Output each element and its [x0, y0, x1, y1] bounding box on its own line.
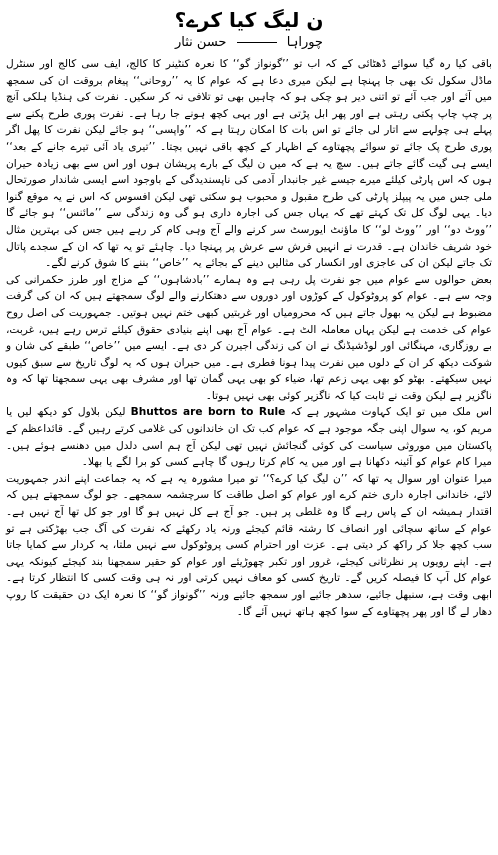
english-quote: Bhuttos are born to Rule [130, 406, 286, 419]
paragraph-3-rest: لیکن بلاول کو دیکھ لیں یا مریم کو، یہ سوال اپنی جگہ موجود ہے کہ عوام کب تک ان خاندانوں کی غلامی کرتے رہیں گے۔ قائداعظم کے پاکستان میں موروثی سیاست کی کوئی گنجائش نہیں تھی لیکن آج ہم اسی دلدل میں دھنسے ہوئے ہیں۔ میرا کام عوام کو آئینہ دکھانا ہے اور میں یہ کام کرتا رہوں گا چاہے کسی کو برا لگے یا بھلا۔ [6, 406, 492, 469]
paragraph-3-lead: اس ملک میں تو ایک کہاوت مشہور ہے کہ [290, 406, 492, 419]
article-paragraph-1: باقی کیا رہ گیا سوائے ڈھٹائی کے کہ اب تو ’’گونواز گو‘‘ کا نعرہ کنٹینر کا کالج، ایف سی کالج اور سنٹرل ماڈل سکول تک بھی جا پہنچا ہے لیکن میری دعا ہے کہ عوام کا یہ ’’روحانی‘‘ پیغام بروقت ان کی سمجھ میں آئے اور جب آئے تو اتنی دیر ہو چکی ہو کہ چاہیں بھی تو تلافی نہ کر سکیں۔ نفرت کی ہنڈیا ہلکی آنچ پر چپ چاپ پکتی رہتی ہے اور پھر ابل پڑتی ہے اور یہی کچھ ہونے جا رہا ہے۔ نفرت پوری طرح پکنے سے پہلے ہی چولہے سے اتار لی جائے تو اس بات کا امکان رہتا ہے کہ ’’واپسی‘‘ ہو جائے لیکن نفرت کا پھل اگر پوری طرح پک جائے تو سوائے پچھتاوے کے اظہار کے کچھ باقی نہیں بچتا۔ ’’تیری یاد آئی تیرے جانے کے بعد‘‘ ایسے ہی گیت گائے جاتے ہیں۔ سچ یہ ہے کہ میں ن لیگ کے بارے پریشان ہوں اور اس سے بھی زیادہ حیران ہوں کہ اس پارٹی کیلئے میرے جیسے غیر جانبدار آدمی کی ناپسندیدگی کے باوجود اسے ایسی شاندار صورتحال ملی جس میں یہ پیپلز پارٹی کی طرح مقبول و محبوب ہو سکتی تھی لیکن افسوس کہ اس نے یہ موقع گنوا دیا۔ یہی لوگ کل تک کہتے تھے کہ یہاں جس کی اجارہ داری ہو گی وہ زندگی سے ’’مائنس‘‘ ہو جائے گا ’’ووٹ دو‘‘ اور ’’ووٹ لو‘‘ کا ماؤنٹ ایورسٹ سر کرنے والے آج وہی کام کر رہے ہیں جس کی بہترین مثال خود شریف خاندان ہے۔ قدرت نے انہیں فرش سے عرش پر پہنچا دیا۔ چاہئے تو یہ تھا کہ ان کے سجدے پاتال تک جاتے لیکن ان کی عاجزی اور انکسار کی مثالیں دینے کے بجائے یہ ’’خاص‘‘ بننے کا شوق کرنے لگے۔ [6, 58, 492, 270]
article-paragraph-2: بعض حوالوں سے عوام میں جو نفرت پل رہی ہے وہ ہمارے ’’بادشاہوں‘‘ کے مزاج اور طرز حکمرانی کی وجہ سے ہے۔ عوام کو پروٹوکول کے کوڑوں اور دوروں سے دھتکارنے والے لوگ سمجھتے ہیں کہ ان کی گرفت مضبوط ہے لیکن یہ بھول جاتے ہیں کہ محرومیاں اور غربتیں کبھی ختم نہیں ہوتیں۔ جمہوریت کی اصل روح عوام کی خدمت ہے لیکن یہاں معاملہ الٹ ہے۔ عوام آج بھی اپنے بنیادی حقوق کیلئے ترس رہے ہیں، غربت، بے روزگاری، مہنگائی اور لوڈشیڈنگ نے ان کی زندگی اجیرن کر دی ہے۔ ایسے میں ’’خاص‘‘ طبقے کی شان و شوکت دیکھ کر ان کے دلوں میں نفرت پیدا ہونا فطری ہے۔ میں حیران ہوں کہ یہ لوگ تاریخ سے سبق کیوں نہیں سیکھتے۔ بھٹو کو بھی یہی زعم تھا، ضیاء کو بھی یہی گمان تھا اور مشرف بھی یہی سمجھتا تھا کہ وہ ناگزیر ہے لیکن وقت نے ثابت کیا کہ ناگزیر کوئی بھی نہیں ہوتا۔ [6, 273, 492, 402]
article-title: ن لیگ کیا کرے؟ [174, 8, 324, 32]
article-paragraph-4: میرا عنوان اور سوال یہ تھا کہ ’’ن لیگ کیا کرے؟‘‘ تو میرا مشورہ یہ ہے کہ یہ جماعت اپنے اندر جمہوریت لائے، خاندانی اجارہ داری ختم کرے اور عوام کو اصل طاقت کا سرچشمہ سمجھے۔ جو لوگ سمجھتے ہیں کہ اقتدار ہمیشہ ان کے پاس رہے گا وہ غلطی پر ہیں۔ جو آج ہے کل نہیں ہو گا اور جو کل تھا آج نہیں ہے۔ عوام کے ساتھ سچائی اور انصاف کا رشتہ قائم کیجئے ورنہ یاد رکھئے کہ نفرت کی آگ جب بھڑکتی ہے تو سب کچھ جلا کر راکھ کر دیتی ہے۔ عزت اور احترام کسی پروٹوکول سے نہیں ملتا، یہ کردار سے کمایا جاتا ہے۔ اپنے رویوں پر نظرثانی کیجئے، غرور اور تکبر چھوڑیئے اور عوام کو حقیر سمجھنا بند کیجئے کیونکہ یہی عوام کل آپ کا فیصلہ کریں گے۔ تاریخ کسی کو معاف نہیں کرتی اور نہ ہی وقت کسی کا انتظار کرتا ہے۔ ابھی وقت ہے، سنبھل جائیے، سدھر جائیے اور سمجھ جائیے ورنہ ’’گونواز گو‘‘ کا نعرہ ایک دن حقیقت کا روپ دھار لے گا اور پھر پچھتاوے کے سوا کچھ ہاتھ نہیں آئے گا۔ [6, 472, 492, 618]
article-paragraph-3 [6, 404, 492, 470]
byline [6, 34, 492, 52]
byline-divider [237, 42, 277, 43]
author-name: حسن نثار [175, 35, 227, 50]
column-name: چوراہا [286, 35, 323, 50]
